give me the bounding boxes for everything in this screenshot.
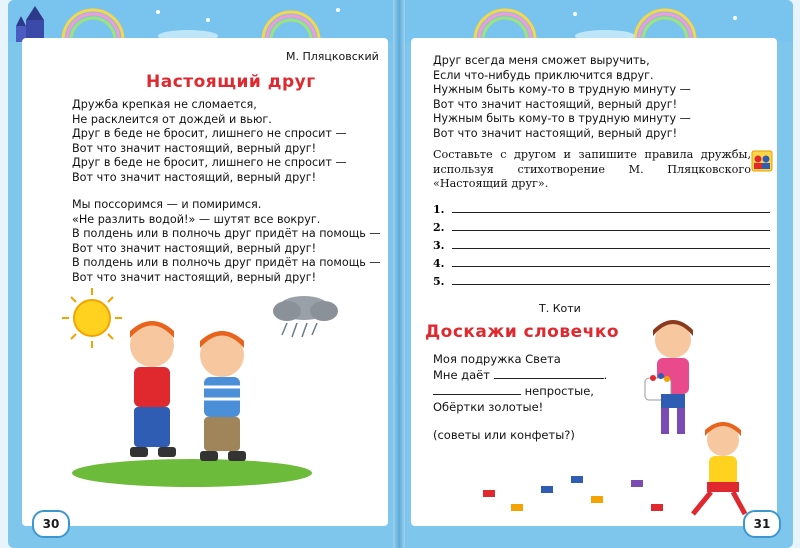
girl-jumping [693,422,745,514]
answer-line-2[interactable] [433,220,770,234]
poem-line: В полдень или в полночь друг придёт на помощь — [72,227,381,241]
poem-line: Нужным быть кому-то в трудную минуту — [433,112,691,126]
answer-line-5[interactable] [433,274,770,288]
stanza-2 [72,198,381,286]
task-text: Составьте с другом и запишите правила дружбы, используя стихотворение М. Пляцковского «Настоящий друг». [433,148,751,190]
answer-number: 3. [433,239,445,252]
page-number-left: 30 [32,510,70,538]
page-number-right: 31 [743,510,781,538]
poem-line: Не расклеится от дождей и вьюг. [72,112,272,126]
answer-number: 1. [433,203,445,216]
poem-line: Если что-нибудь приключится вдруг. [433,68,654,82]
boy-right [200,331,246,461]
riddle-hint: (советы или конфеты?) [433,428,575,442]
sun-icon [62,288,122,348]
answer-line-3[interactable] [433,238,770,252]
poem-line: Вот что значит настоящий, верный друг! [72,241,317,255]
rain-cloud-icon [273,296,338,337]
answer-number: 5. [433,275,445,288]
write-line[interactable] [452,274,770,285]
friends-illustration [42,283,382,488]
poem-line: Вот что значит настоящий, верный друг! [433,126,678,140]
poem-line: В полдень или в полночь друг придёт на помощь — [72,256,381,270]
riddle-line-4: Обёртки золотые! [433,400,544,414]
sky-header-illustration [405,0,793,42]
answer-line-4[interactable] [433,256,770,270]
stanza-3 [433,54,691,142]
left-page [8,0,393,548]
book-spine [393,0,405,548]
boy-left [130,321,176,457]
stanza-1 [72,98,347,186]
answer-number: 2. [433,221,445,234]
pair-work-icon [751,150,773,172]
poem-line: Мы поссоримся — и помиримся. [72,198,262,211]
poem-line: Друг в беде не бросит, лишнего не спросит — [72,156,347,170]
author-name-2: Т. Коти [539,302,581,315]
answer-line-1[interactable] [433,202,770,216]
poem-line: Друг всегда меня сможет выручить, [433,54,650,67]
sky-header-illustration [8,0,393,42]
riddle-line-3: непростые, [433,384,594,398]
write-line[interactable] [452,256,770,267]
poem-line: Вот что значит настоящий, верный друг! [72,270,317,284]
right-sheet [411,38,777,526]
poem-line: Дружба крепкая не сломается, [72,98,257,111]
right-page [405,0,793,548]
girl-with-basket [645,320,693,434]
candy-icon [483,476,663,511]
write-line[interactable] [452,238,770,249]
riddle-title: Доскажи словечко [425,322,620,342]
poem-line: Вот что значит настоящий, верный друг! [433,97,678,111]
poem-line: «Не разлить водой!» — шутят все вокруг. [72,212,321,226]
poem-line: Вот что значит настоящий, верный друг! [72,170,317,184]
poem-line: Друг в беде не бросит, лишнего не спросит — [72,127,347,141]
write-line[interactable] [452,220,770,231]
answer-number: 4. [433,257,445,270]
poem-title: Настоящий друг [146,72,316,92]
author-name: М. Пляцковский [286,50,379,63]
girls-candies-illustration [441,300,777,522]
poem-line: Вот что значит настоящий, верный друг! [72,141,317,155]
poem-line: Нужным быть кому-то в трудную минуту — [433,83,691,97]
left-sheet [22,38,388,526]
write-line[interactable] [452,202,770,213]
riddle-line-1: Моя подружка Света [433,352,561,366]
riddle-line-2: Мне даёт . [433,368,608,382]
